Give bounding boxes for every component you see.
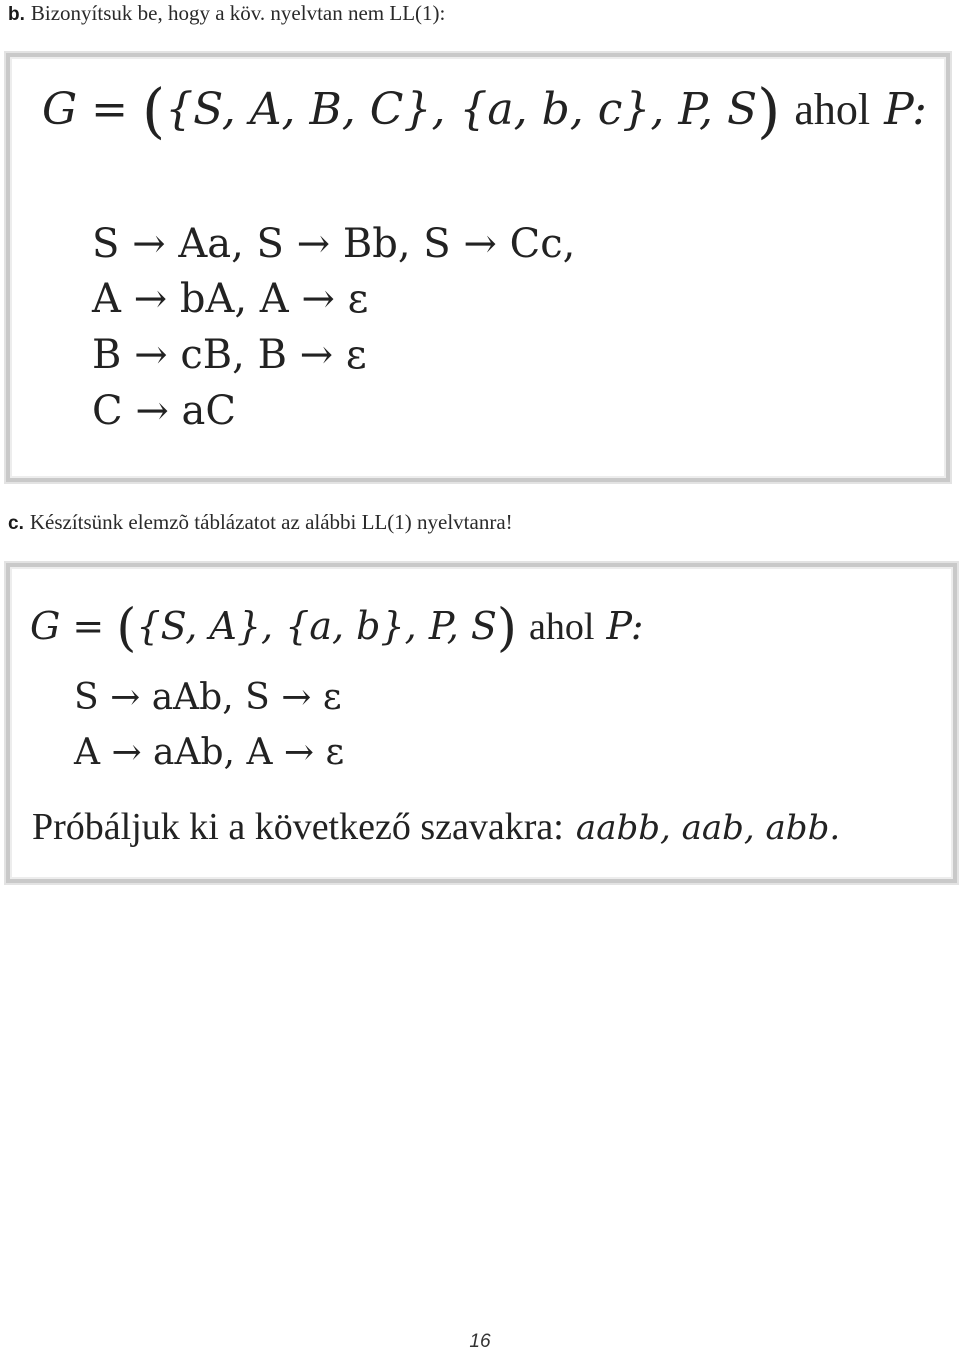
section-b-heading — [8, 0, 445, 28]
section-b-text: Bizonyítsuk be, hogy a köv. nyelvtan nem LL(1): — [30, 1, 446, 25]
section-c-label: c. — [8, 513, 24, 534]
grammar-1-production-3: B → cB, B → ε — [92, 332, 367, 378]
grammar-1-definition — [42, 70, 927, 152]
grammar-2-production-1: S → aAb, S → ε — [74, 677, 342, 718]
grammar-2-where: ahol — [529, 606, 595, 648]
grammar-2-production-2: A → aAb, A → ε — [74, 732, 345, 773]
grammar-1-paren-open: ( — [142, 77, 166, 147]
grammar-2-where-symbol: P: — [606, 604, 644, 648]
grammar-1-where: ahol — [794, 85, 871, 134]
grammar-2-definition — [30, 591, 644, 663]
grammar-1-production-2: A → bA, A → ε — [92, 276, 369, 322]
grammar-1-production-4: C → aC — [92, 388, 237, 434]
test-words-list: aabb, aab, abb. — [575, 808, 841, 848]
grammar-1-lhs: G = — [42, 84, 129, 135]
grammar-2-tuple: {S, A}, {a, b}, P, S — [136, 604, 497, 648]
grammar-2-paren-open: ( — [116, 598, 137, 659]
grammar-1-paren-close: ) — [757, 77, 781, 147]
grammar-1-tuple: {S, A, B, C}, {a, b, c}, P, S — [165, 84, 758, 135]
section-b-label: b. — [8, 4, 25, 25]
section-c-heading — [8, 509, 513, 537]
grammar-2-lhs: G = — [30, 604, 105, 648]
grammar-1-where-symbol: P: — [884, 84, 927, 135]
grammar-2-paren-close: ) — [496, 598, 517, 659]
test-words-text: Próbáljuk ki a következő szavakra: — [32, 806, 564, 848]
section-c-text: Készítsünk elemzõ táblázatot az alábbi LL(1) nyelvtanra! — [29, 510, 513, 534]
test-words-line — [32, 800, 840, 854]
grammar-1-production-1: S → Aa, S → Bb, S → Cc, — [92, 221, 576, 267]
page-number: 16 — [469, 1331, 491, 1352]
